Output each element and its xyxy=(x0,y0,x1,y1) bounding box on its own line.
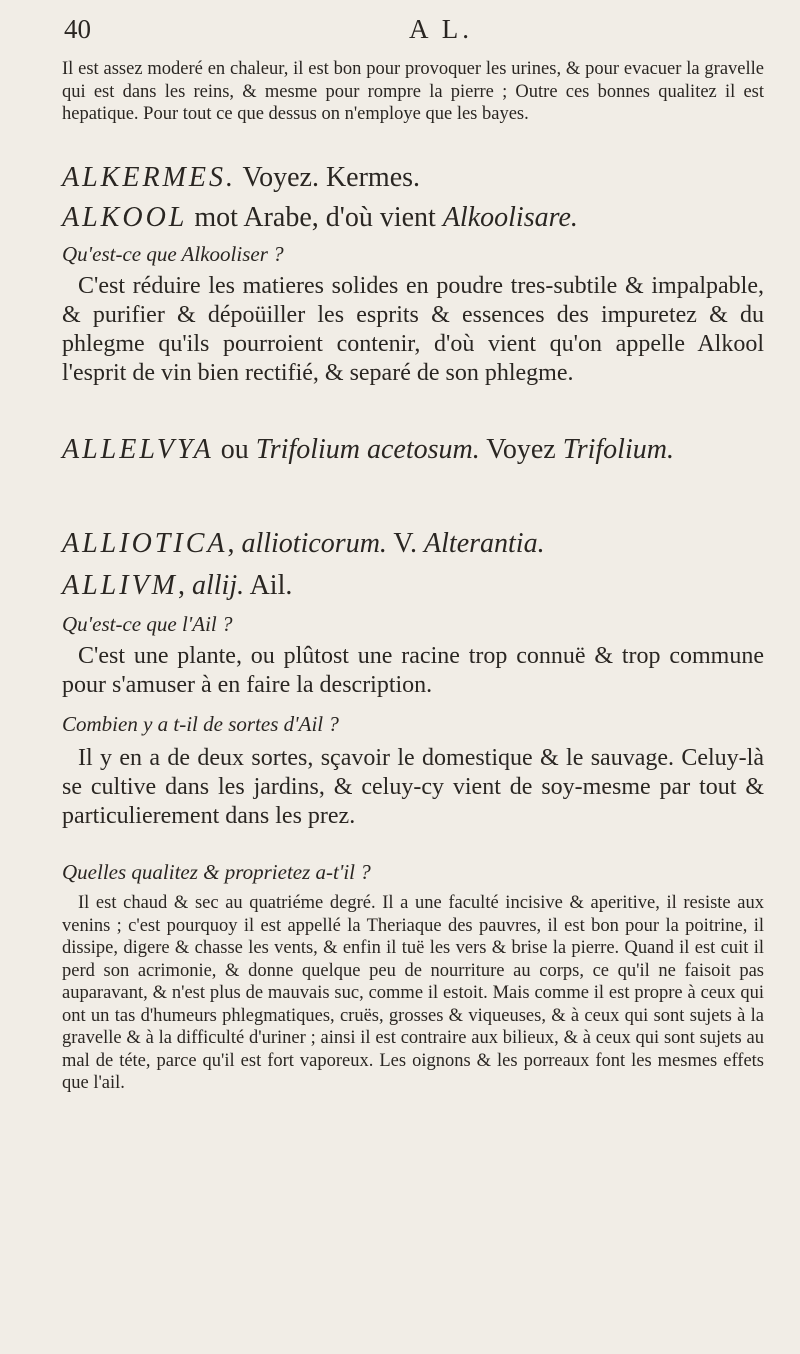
running-head: A L. xyxy=(409,14,474,44)
entry-text: Voyez. Kermes. xyxy=(236,162,421,193)
headword: ALLIOTICA xyxy=(62,528,228,559)
entry-alkool xyxy=(62,200,764,235)
headword: ALKOOL xyxy=(62,202,188,233)
entry-italic-text: Trifolium acetosum. xyxy=(255,434,480,465)
entry-italic-text: allioticorum. xyxy=(241,528,387,559)
entry-italic-text: Alkoolisare. xyxy=(442,202,578,233)
entry-text: Ail. xyxy=(244,570,293,601)
headword: ALKERMES. xyxy=(62,162,236,193)
page-header xyxy=(64,14,740,54)
page-number: 40 xyxy=(64,14,91,44)
paragraph-alkekengi-end: Il est assez moderé en chaleur, il est bon pour provoquer les urines, & pour evacuer la gravelle qui est dans les reins, & mesme pour rompre la pierre ; Outre ces bonnes qualitez il est hepatique. Pour tout ce que dessus on n'employe que les bayes. xyxy=(62,59,764,124)
entry-text: V. xyxy=(386,528,425,559)
entry-allivm xyxy=(62,568,764,603)
paragraph-ail-description: C'est une plante, ou plûtost une racine trop connuë & trop commune pour s'amuser à en faire la description. xyxy=(62,643,764,698)
entry-italic-text: allij. xyxy=(192,570,245,601)
paragraph-qualitez: Il est chaud & sec au quatriéme degré. Il a une faculté incisive & aperitive, il resiste aux venins ; c'est pourquoy il est appellé la Theriaque des pauvres, il est bon pour la poitrine, il dissipe, digere & chasse les vents, & enfin il tuë les vers & brise la pierre. Quand il est cuit il perd son acrimonie, & donne quelque peu de nourriture au corps, ce qu'il ne faisoit pas auparavant, & n'est plus de mauvais suc, comme il estoit. Mais comme il est propre à ceux qui ont un tas d'humeurs phlegmatiques, cruës, grosses & viqueuses, & à ceux qui sont sujets à la gravelle & à la difficulté d'uriner ; ainsi il est contraire aux bilieux, & à ceux qui sont sujets au mal de téte, parce qu'il est fort vaporeux. Les oignons & les porreaux font les mesmes effets que l'ail. xyxy=(62,893,764,1093)
entry-italic-text: Trifolium. xyxy=(562,434,674,465)
entry-text: , xyxy=(227,528,242,559)
question-alkooliser: Qu'est-ce que Alkooliser ? xyxy=(62,242,284,266)
headword: ALLELVYA xyxy=(62,434,214,465)
entry-alkermes xyxy=(62,160,764,195)
paragraph-alkool: C'est réduire les matieres solides en poudre tres-subtile & impalpable, & purifier & dépoüiller les esprits & essences des impuretez & du phlegme qu'ils pourroient contenir, d'où vient qu'on appelle Alkool l'esprit de vin bien rectifié, & separé de son phlegme. xyxy=(62,273,764,386)
entry-italic-text: Alterantia. xyxy=(424,528,545,559)
question-sortes-ail: Combien y a t-il de sortes d'Ail ? xyxy=(62,712,339,736)
entry-text: , xyxy=(178,570,192,601)
paragraph-sortes-ail: Il y en a de deux sortes, sçavoir le domestique & le sauvage. Celuy-là se cultive dans les jardins, & celuy-cy vient de soy-mesme par tout & particulierement dans les prez. xyxy=(62,745,764,829)
entry-allelvya xyxy=(62,432,764,467)
headword: ALLIVM xyxy=(62,570,178,601)
entry-text: mot Arabe, d'où vient xyxy=(187,202,443,233)
entry-text: ou xyxy=(213,434,256,465)
entry-text: Voyez xyxy=(479,434,563,465)
entry-alliotica xyxy=(62,526,764,561)
question-qualitez: Quelles qualitez & proprietez a-t'il ? xyxy=(62,860,371,884)
question-ail: Qu'est-ce que l'Ail ? xyxy=(62,612,233,636)
